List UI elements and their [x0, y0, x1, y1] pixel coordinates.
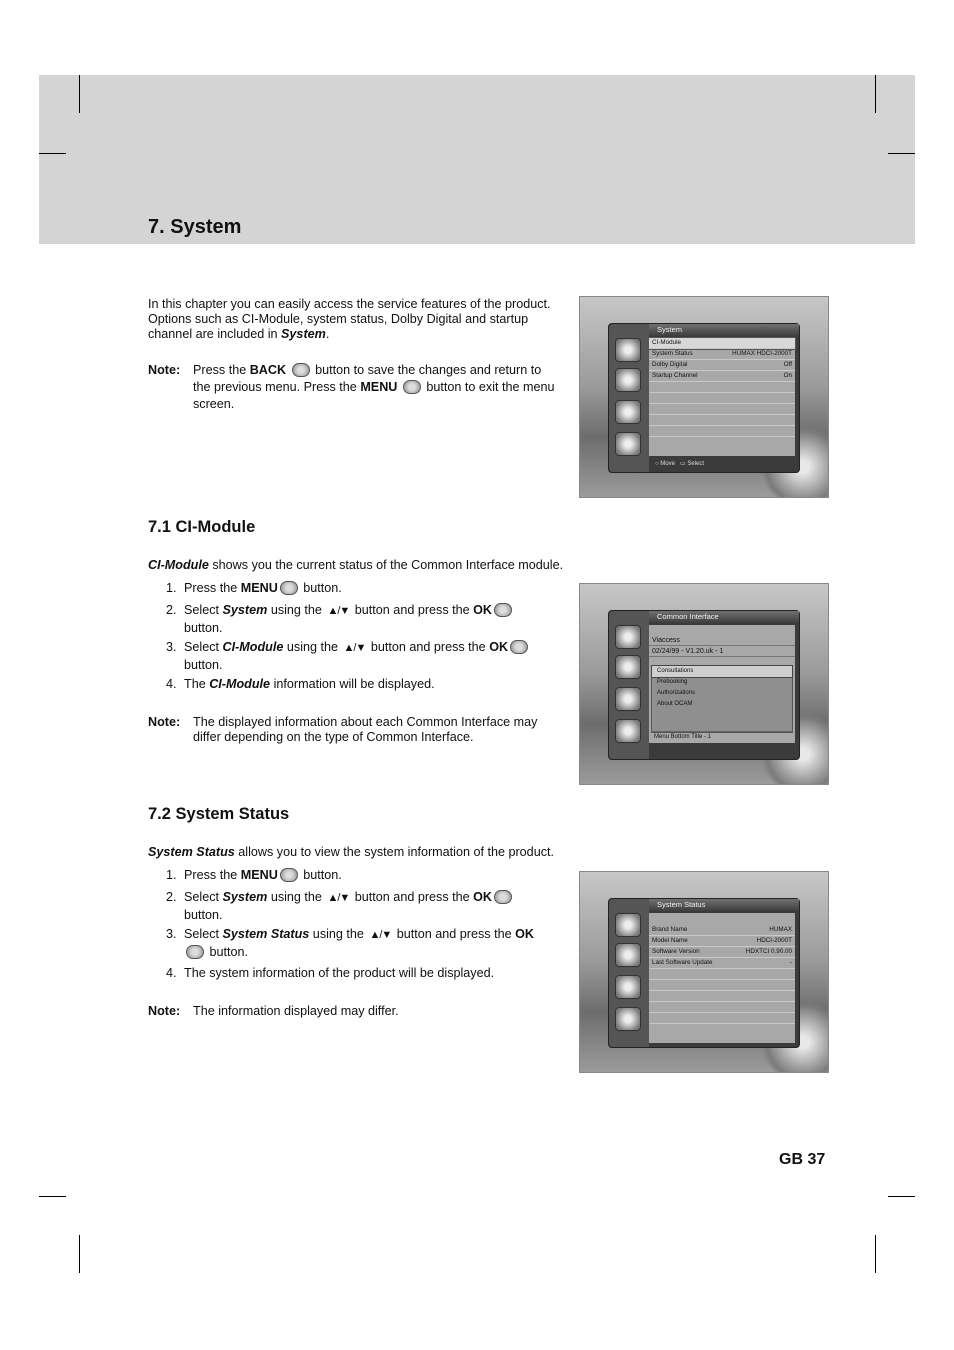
ok-button-icon: [510, 640, 528, 654]
up-down-arrow-icon: ▲/▼: [369, 929, 392, 941]
ok-button-icon: [186, 945, 204, 959]
ci-menu-item: About OCAM: [657, 701, 693, 707]
empty-row: [649, 415, 795, 426]
menu-row: System Status HUMAX HDCI-2000T: [649, 349, 795, 360]
ci-menu-item: Prebooking: [657, 679, 688, 685]
menu-button-icon: [280, 868, 298, 882]
chapter-title: 7. System: [148, 216, 242, 238]
step-item: 3. Select CI-Module using the ▲/▼ button and press the OK button.: [166, 639, 566, 674]
screen-header: System: [649, 324, 799, 336]
tv-menu-icon: [615, 913, 641, 937]
step-item: 4. The system information of the product will be displayed.: [166, 966, 495, 980]
crop-mark: [875, 1235, 876, 1273]
settings-menu-icon: [615, 943, 641, 967]
system-menu-screenshot: [579, 296, 829, 498]
step-item: 4. The CI-Module information will be displayed.: [166, 677, 435, 691]
ci-lead: CI-Module shows you the current status of the Common Interface module.: [148, 558, 564, 572]
crop-mark: [875, 75, 876, 113]
ci-menu-item: Authorizations: [657, 690, 696, 696]
step-item: 2. Select System using the ▲/▼ button and press the OK button.: [166, 889, 566, 924]
ci-note: Note: The displayed information about each Common Interface may differ depending on the type of Common Interface.: [148, 715, 538, 744]
info-row: Model Name HDCI-2000T: [649, 936, 795, 947]
back-button-icon: [292, 363, 310, 377]
info-row: Software Version HDXTCI 0.90.00: [649, 947, 795, 958]
settings-menu-icon: [615, 368, 641, 392]
tv-menu-icon: [615, 338, 641, 362]
screen-header: System Status: [649, 899, 799, 911]
menu-button-icon: [403, 380, 421, 394]
up-down-arrow-icon: ▲/▼: [343, 642, 366, 654]
status-lead: System Status allows you to view the system information of the product.: [148, 845, 554, 859]
monitor-menu-icon: [615, 687, 641, 711]
plant-menu-icon: [615, 1007, 641, 1031]
screen-footer: ○ Move ▭ Select: [655, 461, 704, 467]
empty-row: [649, 426, 795, 437]
monitor-menu-icon: [615, 975, 641, 999]
crop-mark: [39, 1196, 66, 1197]
empty-row: [649, 404, 795, 415]
intro-paragraph: In this chapter you can easily access the service features of the product. Options such as CI-Module, system status, Dolby Digital and startup channel are included in System.: [148, 297, 551, 341]
empty-row: [649, 1013, 795, 1024]
empty-row: [649, 991, 795, 1002]
plant-menu-icon: [615, 432, 641, 456]
common-interface-screenshot: [579, 583, 829, 785]
up-down-arrow-icon: ▲/▼: [327, 892, 350, 904]
menu-row: Dolby Digital Off: [649, 360, 795, 371]
step-item: 2. Select System using the ▲/▼ button and press the OK button.: [166, 602, 566, 637]
crop-mark: [888, 153, 915, 154]
empty-row: [649, 1002, 795, 1013]
tv-menu-icon: [615, 625, 641, 649]
status-note: Note: The information displayed may differ.: [148, 1004, 399, 1018]
ok-button-icon: [494, 603, 512, 617]
section-title-ci: 7.1 CI-Module: [148, 518, 256, 536]
monitor-menu-icon: [615, 400, 641, 424]
plant-menu-icon: [615, 719, 641, 743]
empty-row: [649, 393, 795, 404]
intro-note: Note: Press the BACK button to save the changes and return to the previous menu. Press the MENU button to exit the menu screen.: [148, 363, 555, 411]
crop-mark: [888, 1196, 915, 1197]
crop-mark: [79, 1235, 80, 1273]
info-row: Last Software Update -: [649, 958, 795, 969]
ok-button-icon: [494, 890, 512, 904]
menu-row: CI-Module: [649, 338, 795, 349]
ci-bottom-title: Menu Bottom Title - 1: [651, 731, 793, 741]
ci-version: 02/24/99 - V1.20.uk - 1: [649, 646, 795, 657]
ci-menu-item: Consultations: [652, 666, 792, 677]
menu-row: Startup Channel On: [649, 371, 795, 382]
crop-mark: [39, 153, 66, 154]
menu-button-icon: [280, 581, 298, 595]
empty-row: [649, 980, 795, 991]
crop-mark: [79, 75, 80, 113]
system-status-screenshot: [579, 871, 829, 1073]
page-number: GB 37: [779, 1151, 826, 1168]
screen-header: Common Interface: [649, 611, 799, 623]
settings-menu-icon: [615, 655, 641, 679]
empty-row: [649, 382, 795, 393]
up-down-arrow-icon: ▲/▼: [327, 605, 350, 617]
step-item: 1. Press the MENU button.: [166, 868, 342, 882]
info-row: Brand Name HUMAX: [649, 925, 795, 936]
step-item: 3. Select System Status using the ▲/▼ button and press the OK button.: [166, 927, 534, 959]
empty-row: [649, 969, 795, 980]
step-item: 1. Press the MENU button.: [166, 581, 342, 595]
ci-module-name: Viaccess: [649, 635, 795, 646]
section-title-status: 7.2 System Status: [148, 805, 290, 823]
